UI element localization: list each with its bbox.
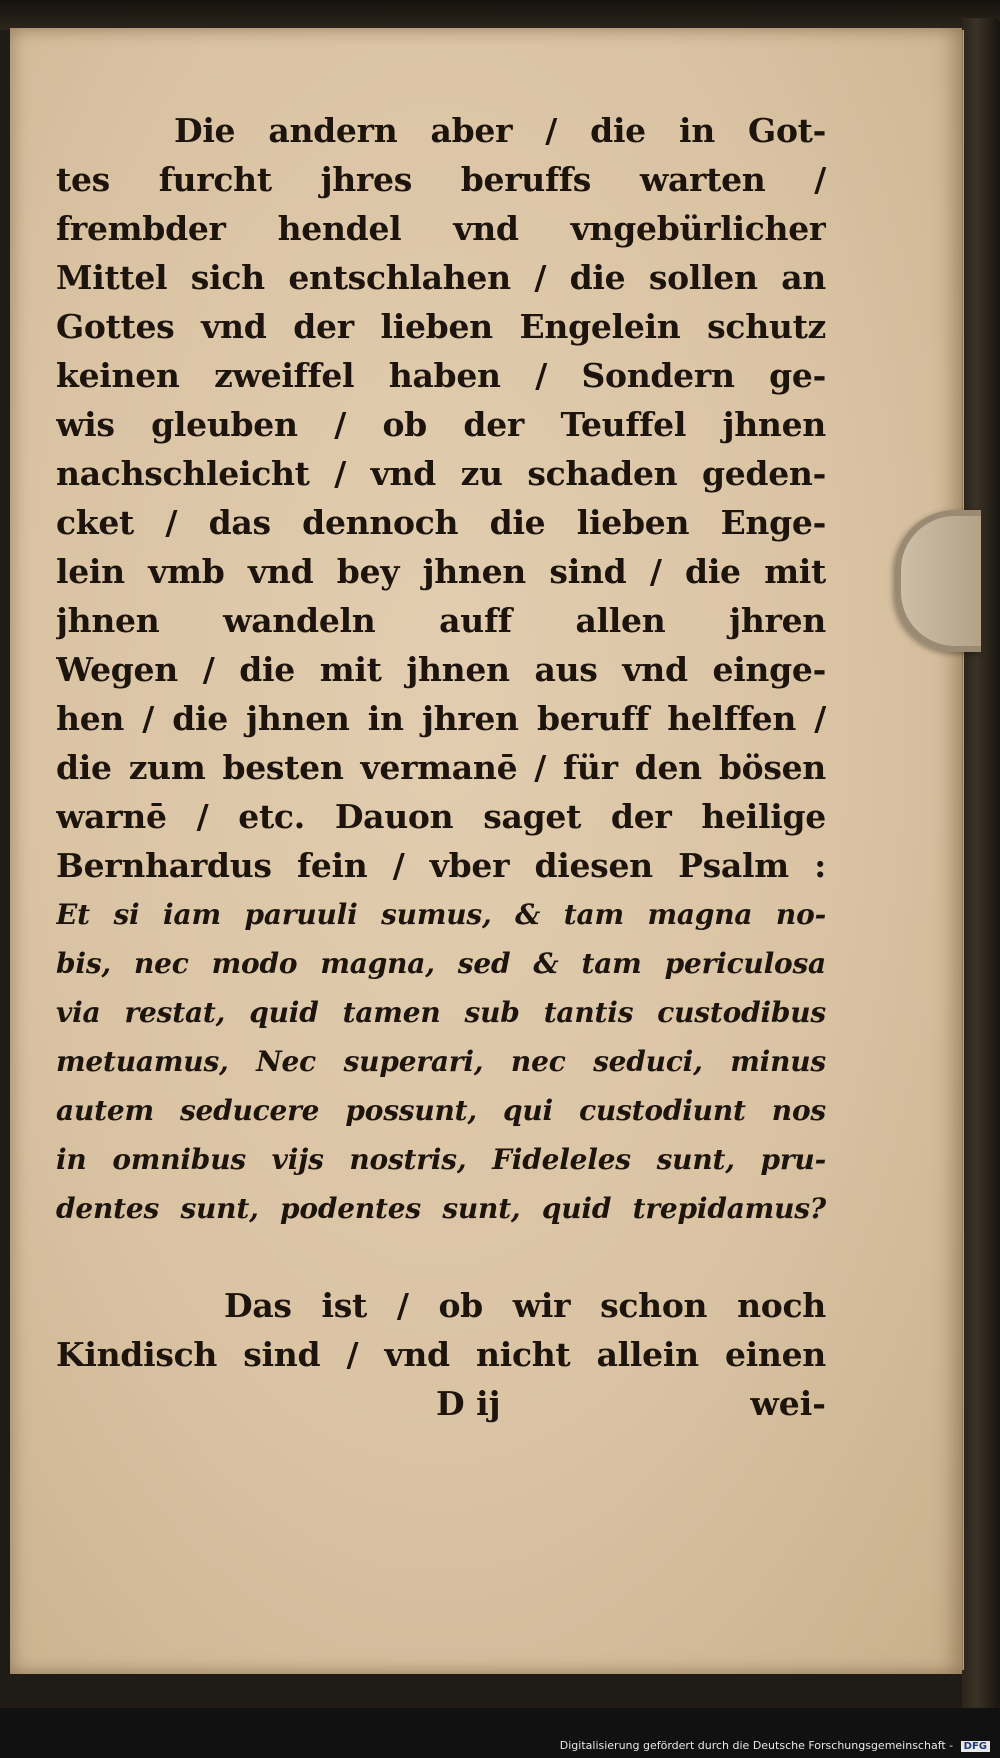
book-page (10, 28, 962, 1674)
latin-line: dentes sunt, podentes sunt, quid trepidamus? (56, 1192, 826, 1225)
text-line: Kindisch sind / vnd nicht allein einen (56, 1335, 826, 1374)
latin-line: in omnibus vijs nostris, Fideleles sunt, pru- (56, 1143, 826, 1176)
footer-bar (0, 1708, 1000, 1758)
page-text (56, 106, 826, 1428)
book-cover-board (962, 18, 1000, 1708)
latin-line: via restat, quid tamen sub tantis custodibus (56, 996, 826, 1029)
text-line: Bernhardus fein / vber diesen Psalm : (56, 846, 826, 885)
text-line: cket / das dennoch die lieben Enge- (56, 503, 826, 542)
book-top-edge (0, 0, 1000, 30)
paragraph-german-1 (56, 106, 826, 890)
text-line: warnē / etc. Dauon saget der heilige (56, 797, 826, 836)
text-line: hen / die jhnen in jhren beruff helffen / (56, 699, 826, 738)
text-line: Mittel sich entschlahen / die sollen an (56, 258, 826, 297)
text-line: Das ist / ob wir schon noch (224, 1286, 826, 1325)
signature-mark: D ij (436, 1384, 501, 1423)
latin-line: autem seducere possunt, qui custodiunt nos (56, 1094, 826, 1127)
funding-credit (560, 1739, 990, 1752)
credit-text: Digitalisierung gefördert durch die Deutsche Forschungsgemeinschaft - (559, 1739, 954, 1752)
text-line: die zum besten vermanē / für den bösen (56, 748, 826, 787)
latin-quotation (56, 890, 826, 1233)
catchword: wei- (750, 1384, 826, 1423)
latin-line: Et si iam paruuli sumus, & tam magna no- (56, 898, 826, 931)
text-line: keinen zweiffel haben / Sondern ge- (56, 356, 826, 395)
signature-line (56, 1379, 826, 1428)
text-line: tes furcht jhres beruffs warten / (56, 160, 826, 199)
text-line: nachschleicht / vnd zu schaden geden- (56, 454, 826, 493)
text-line: wis gleuben / ob der Teuffel jhnen (56, 405, 826, 444)
text-line: jhnen wandeln auff allen jhren (56, 601, 826, 640)
dfg-logo: DFG (961, 1741, 990, 1752)
text-line: Die andern aber / die in Got- (174, 111, 826, 150)
latin-line: bis, nec modo magna, sed & tam periculosa (56, 947, 826, 980)
paragraph-german-2 (56, 1281, 826, 1379)
text-line: lein vmb vnd bey jhnen sind / die mit (56, 552, 826, 591)
latin-line: metuamus, Nec superari, nec seduci, minus (56, 1045, 826, 1078)
text-line: frembder hendel vnd vngebürlicher (56, 209, 826, 248)
text-line: Wegen / die mit jhnen aus vnd einge- (56, 650, 826, 689)
text-line: Gottes vnd der lieben Engelein schutz (56, 307, 826, 346)
